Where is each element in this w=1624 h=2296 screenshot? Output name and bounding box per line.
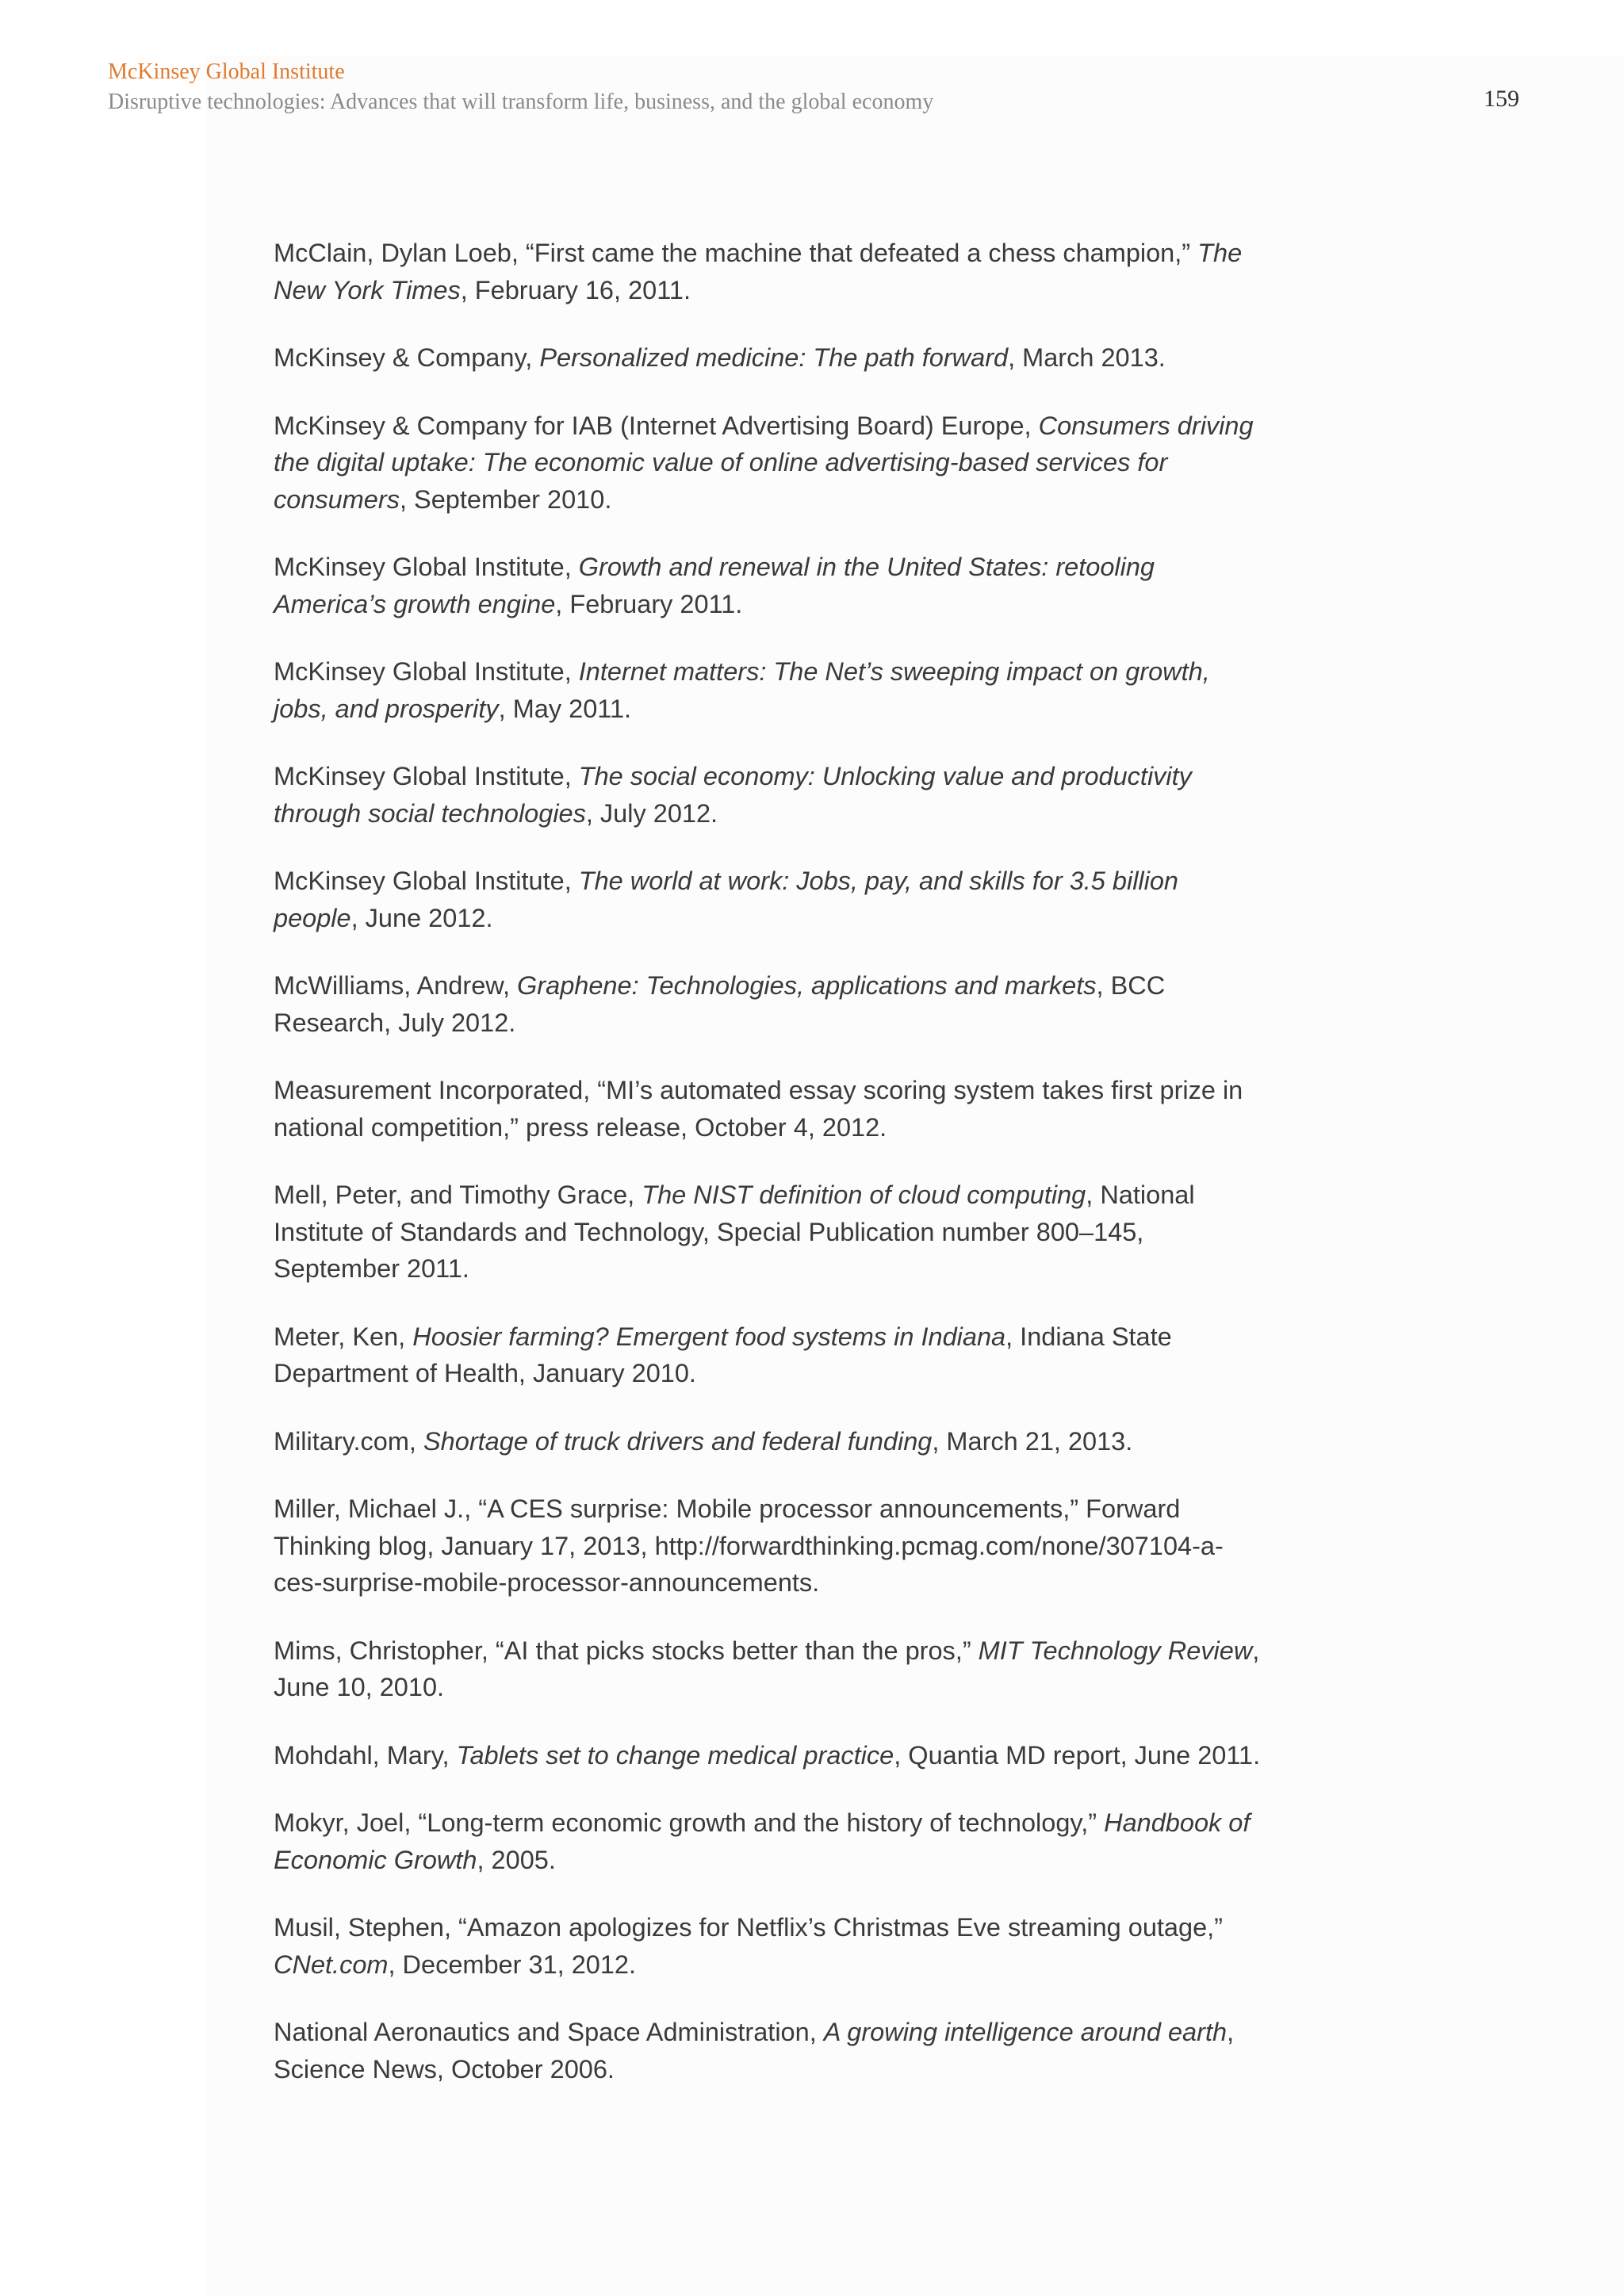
reference-entry [274, 2014, 1265, 2087]
reference-title: Tablets set to change medical practice [456, 1740, 894, 1770]
reference-text: Meter, Ken, [274, 1322, 413, 1351]
reference-title: Consumers driving the digital uptake: The economic value of online advertising-based services for consumers [274, 411, 1254, 514]
reference-title: The NIST definition of cloud computing [642, 1181, 1086, 1209]
reference-entry [274, 1632, 1265, 1706]
reference-text: , June 10, 2010. [274, 1636, 1260, 1701]
reference-list [274, 235, 1265, 2118]
reference-title: CNet.com [274, 1950, 389, 1979]
reference-text: , March 2013. [1008, 343, 1166, 372]
reference-entry [274, 1318, 1265, 1392]
reference-text: McKinsey Global Institute, [274, 762, 579, 790]
reference-text: , May 2011. [498, 694, 632, 723]
reference-entry [274, 1423, 1265, 1460]
reference-entry [274, 408, 1265, 519]
reference-text: , September 2010. [399, 484, 612, 514]
reference-text: , February 16, 2011. [460, 275, 691, 304]
reference-text: McClain, Dylan Loeb, “First came the machine that defeated a chess champion,” [274, 239, 1198, 267]
reference-text: , June 2012. [350, 903, 493, 932]
header-report-title: Disruptive technologies: Advances that will transform life, business, and the global economy [108, 90, 934, 114]
reference-text: Measurement Incorporated, “MI’s automated essay scoring system takes first prize in national competition,” press release, October 4, 2012. [274, 1076, 1243, 1142]
reference-text: Mohdahl, Mary, [274, 1740, 457, 1770]
reference-text: , July 2012. [585, 798, 718, 828]
reference-text: McKinsey Global Institute, [274, 553, 579, 581]
reference-text: McKinsey & Company for IAB (Internet Advertising Board) Europe, [274, 411, 1039, 440]
reference-text: Miller, Michael J., “A CES surprise: Mobile processor announcements,” Forward Thinking blog, January 17, 2013, http://forwardthinking.pcmag.com/none/307104-a-ces-surprise-mobile-processor-announcements. [274, 1494, 1224, 1597]
reference-text: , Indiana State Department of Health, January 2010. [274, 1322, 1172, 1387]
reference-entry [274, 1072, 1265, 1146]
reference-text: McKinsey Global Institute, [274, 867, 579, 895]
reference-entry [274, 1909, 1265, 1983]
reference-title: Personalized medicine: The path forward [539, 343, 1009, 372]
reference-title: Handbook of Economic Growth [274, 1808, 1251, 1874]
reference-entry [274, 967, 1265, 1041]
reference-entry [274, 863, 1265, 936]
reference-entry [274, 653, 1265, 727]
reference-title: Hoosier farming? Emergent food systems in Indiana [412, 1322, 1006, 1351]
reference-text: , BCC Research, July 2012. [274, 971, 1166, 1037]
reference-text: McKinsey Global Institute, [274, 657, 579, 686]
reference-entry [274, 1177, 1265, 1288]
reference-title: The social economy: Unlocking value and productivity through social technologies [274, 762, 1192, 828]
reference-title: A growing intelligence around earth [823, 2018, 1228, 2046]
reference-text: McWilliams, Andrew, [274, 971, 518, 1000]
reference-title: The New York Times [274, 239, 1243, 304]
reference-entry [274, 235, 1265, 308]
reference-entry [274, 1804, 1265, 1878]
reference-entry [274, 339, 1265, 377]
page-number: 159 [1484, 86, 1519, 112]
reference-entry [274, 758, 1265, 832]
reference-text: , February 2011. [555, 589, 743, 618]
reference-text: Musil, Stephen, “Amazon apologizes for Netflix’s Christmas Eve streaming outage,” [274, 1913, 1224, 1942]
reference-text: , Science News, October 2006. [274, 2018, 1235, 2084]
reference-title: Internet matters: The Net’s sweeping impact on growth, jobs, and prosperity [274, 657, 1210, 723]
reference-entry [274, 1490, 1265, 1601]
reference-text: National Aeronautics and Space Administration, [274, 2018, 824, 2046]
reference-title: Growth and renewal in the United States: retooling America’s growth engine [274, 553, 1155, 618]
reference-text: , 2005. [477, 1845, 556, 1874]
reference-title: Shortage of truck drivers and federal funding [423, 1426, 933, 1456]
reference-title: Graphene: Technologies, applications and markets [517, 971, 1097, 1000]
reference-text: , National Institute of Standards and Technology, Special Publication number 800–145, September 2011. [274, 1181, 1195, 1283]
reference-entry [274, 549, 1265, 622]
reference-text: McKinsey & Company, [274, 343, 540, 372]
reference-title: The world at work: Jobs, pay, and skills for 3.5 billion people [274, 867, 1179, 932]
reference-text: , March 21, 2013. [932, 1426, 1133, 1456]
running-header [108, 57, 1519, 117]
reference-text: Mell, Peter, and Timothy Grace, [274, 1181, 642, 1209]
reference-entry [274, 1737, 1265, 1774]
header-org-name: McKinsey Global Institute [108, 59, 345, 84]
reference-text: , December 31, 2012. [388, 1950, 637, 1979]
reference-text: Mokyr, Joel, “Long-term economic growth and the history of technology,” [274, 1808, 1105, 1837]
reference-text: Mims, Christopher, “AI that picks stocks better than the pros,” [274, 1636, 979, 1665]
reference-text: , Quantia MD report, June 2011. [894, 1740, 1261, 1770]
reference-title: MIT Technology Review [978, 1636, 1253, 1665]
reference-text: Military.com, [274, 1426, 423, 1456]
